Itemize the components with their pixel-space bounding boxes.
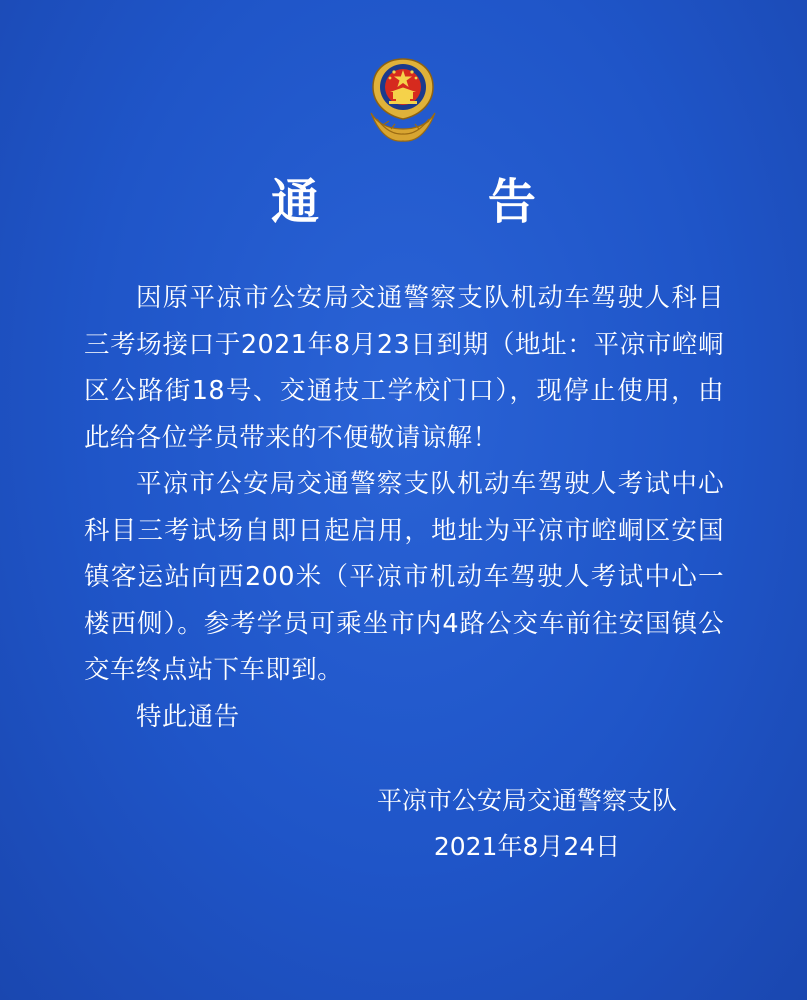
paragraph-closure-notice: 因原平凉市公安局交通警察支队机动车驾驶人科目三考场接口于2021年8月23日到期（地址：平凉市崆峒区公路街18号、交通技工学校门口），现停止使用，由此给各位学员带来的不便敬请谅解！ [84, 283, 724, 453]
paragraph-new-location: 平凉市公安局交通警察支队机动车驾驶人考试中心科目三考试场自即日起启用，地址为平凉市崆峒区安国镇客运站向西200米（平凉市机动车驾驶人考试中心一楼西侧）。参考学员可乘坐市内4路公交车前往安国镇公交车终点站下车即到。 [84, 469, 724, 685]
police-emblem-icon [363, 55, 443, 145]
signature-block [362, 778, 692, 870]
paragraph-closing: 特此通告 [136, 701, 240, 732]
signature-organization: 平凉市公安局交通警察支队 [376, 786, 677, 815]
notice-body [84, 275, 724, 740]
signature-date: 2021年8月24日 [433, 832, 621, 861]
notice-title: 通 告 [271, 174, 612, 230]
